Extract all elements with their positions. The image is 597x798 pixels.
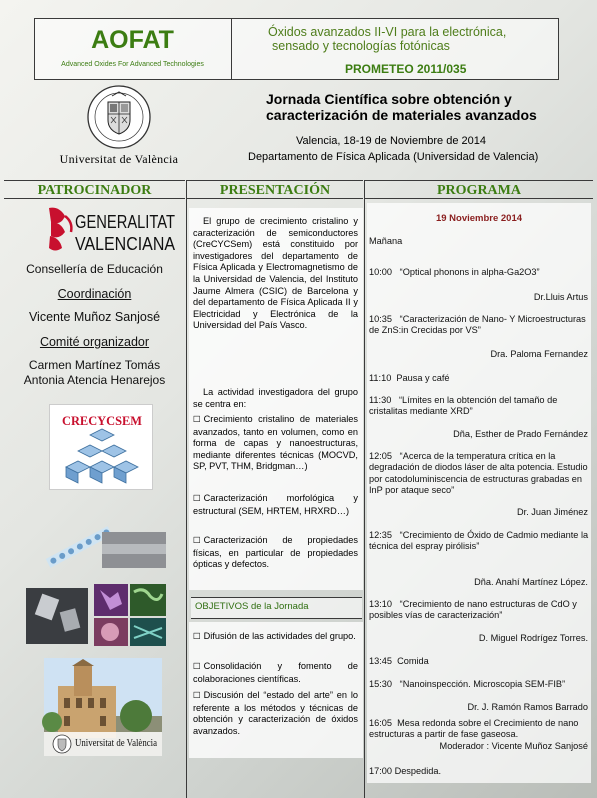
generalitat-logo-line2: VALENCIANA — [75, 234, 175, 254]
acronym-subtitle: Advanced Oxides For Advanced Technologies — [61, 61, 204, 68]
checkbox-bullet-icon: ☐ — [193, 691, 201, 701]
generalitat-emblem-icon — [49, 208, 71, 251]
program-item: 12:35 “Crecimiento de Óxido de Cadmio mediante la técnica del espray pirólisis” — [369, 530, 589, 552]
coordinator-name: Vicente Muñoz Sanjosé — [28, 310, 161, 324]
header-divider — [231, 18, 232, 80]
column-head-sponsor: PATROCINADOR — [4, 180, 185, 199]
column-divider-2 — [364, 180, 365, 798]
program-item: 10:00 “Optical phonons in alpha-Ga2O3” — [369, 267, 540, 277]
program-speaker: Dra. Paloma Fernandez — [490, 349, 588, 359]
program-speaker: D. Miguel Rodrígez Torres. — [478, 633, 588, 643]
nanostructure-images — [26, 522, 174, 650]
program-speaker: Dr.Lluis Artus — [533, 292, 588, 302]
crecycsem-logo-text: CRECYCSEM — [62, 413, 142, 428]
program-speaker: Dña. Anahí Martínez López. — [474, 577, 588, 587]
committee-heading: Comité organizador — [39, 335, 150, 349]
project-code: PROMETEO 2011/035 — [345, 62, 467, 76]
committee-member: Antonia Atencia Henarejos — [23, 373, 166, 387]
column-head-presentation: PRESENTACIÓN — [187, 180, 363, 199]
event-date: Valencia, 18-19 de Noviembre de 2014 — [296, 135, 486, 147]
program-speaker: Dña, Esther de Prado Fernández — [453, 429, 588, 439]
coordination-heading: Coordinación — [57, 287, 132, 301]
university-name: Universitat de València — [59, 152, 179, 166]
program-item: 16:05 Mesa redonda sobre el Crecimiento de nano estructuras a partir de fase gaseosa. — [369, 718, 579, 740]
crecycsem-logo — [49, 404, 153, 490]
checkbox-bullet-icon: ☐ — [193, 632, 201, 642]
program-item: 12:05 “Acerca de la temperatura crítica en la degradación de diodos láser de alta potencia. Estudio por catodoluminiscencia de estructuras grabadas en InP por ataque seco” — [369, 451, 588, 495]
acronym-title: AOFAT — [91, 26, 174, 54]
program-session-label: Mañana — [369, 236, 403, 246]
presentation-intro: El grupo de crecimiento cristalino y caracterización de semiconductores (CreCYCSem) está constituido por investigadores del departamento de Física Aplicada y Electromagnetismo de la Universidad de Valencia, del Instituto Jaume Almera (CSIC) de Barcelona y del departamento de Física Aplicada II y Electricidad y Electrónica de la Universidad del País Vasco. — [193, 216, 358, 331]
objectives-heading: OBJETIVOS de la Jornada — [195, 601, 309, 612]
program-speaker: Moderador : Vicente Muñoz Sanjosé — [439, 741, 588, 751]
program-item: 17:00 Despedida. — [369, 766, 442, 776]
university-building-photo — [44, 658, 162, 756]
crystal-cubes-icon — [66, 429, 138, 483]
event-title-line1: Jornada Científica sobre obtención y — [266, 91, 512, 107]
checkbox-bullet-icon: ☐ — [193, 662, 201, 672]
objective-item: ☐ Consolidación y fomento de colaboraciones científicas. — [193, 661, 358, 684]
program-item: 15:30 “Nanoinspección. Microscopia SEM-FIB” — [369, 679, 566, 689]
checkbox-bullet-icon: ☐ — [193, 536, 201, 546]
activity-intro: La actividad investigadora del grupo se centra en: — [193, 387, 358, 409]
university-seal-icon — [58, 84, 180, 150]
program-item: 11:30 “Límites en la obtención del tamaño de cristalitas mediante XRD” — [369, 395, 558, 417]
activity-item: ☐ Caracterización morfológica y estructural (SEM, HRTEM, HRXRD…) — [193, 493, 358, 516]
program-item: 13:10 “Crecimiento de nano estructuras de CdO y posibles vías de caracterización” — [369, 599, 577, 621]
column-divider-1 — [186, 180, 187, 798]
event-title-line2: caracterización de materiales avanzados — [266, 107, 537, 123]
project-title-line1: Óxidos avanzados II-VI para la electrónica, — [268, 25, 507, 39]
program-date: 19 Noviembre 2014 — [435, 213, 523, 224]
checkbox-bullet-icon: ☐ — [193, 494, 201, 504]
objective-item: ☐ Difusión de las actividades del grupo. — [193, 631, 356, 642]
conselleria-name: Consellería de Educación — [26, 262, 163, 276]
project-title-line2: sensado y tecnologías fotónicas — [272, 39, 450, 53]
program-speaker: Dr. J. Ramón Ramos Barrado — [467, 702, 588, 712]
program-item: 13:45 Comida — [369, 656, 429, 666]
activity-item: ☐ Caracterización de propiedades físicas, en particular de propiedades ópticas y defectos. — [193, 535, 358, 570]
generalitat-logo-line1: GENERALITAT — [75, 212, 175, 232]
checkbox-bullet-icon: ☐ — [193, 415, 201, 425]
event-department: Departamento de Física Aplicada (Universidad de Valencia) — [248, 151, 539, 163]
committee-member: Carmen Martínez Tomás — [28, 358, 161, 372]
university-photo-caption: Universitat de València — [75, 738, 158, 749]
program-speaker: Dr. Juan Jiménez — [517, 507, 588, 517]
activity-item: ☐ Crecimiento cristalino de materiales avanzados, tanto en volumen, como en forma de capas y nanoestructuras, mediante diferentes técnicas (MOCVD, SP, PVT, THM, Bridgman…) — [193, 414, 358, 472]
objective-item: ☐ Discusión del “estado del arte” en lo referente a los métodos y técnicas de obtención y caracterización de óxidos avanzados. — [193, 690, 358, 736]
program-item: 11:10 Pausa y café — [369, 373, 450, 383]
generalitat-logo — [47, 204, 177, 256]
university-photo-logo-icon — [53, 735, 71, 753]
program-item: 10:35 “Caracterización de Nano- Y Microestructuras de ZnS:in Crecidas por VS” — [369, 314, 586, 336]
column-head-program: PROGRAMA — [365, 180, 593, 199]
